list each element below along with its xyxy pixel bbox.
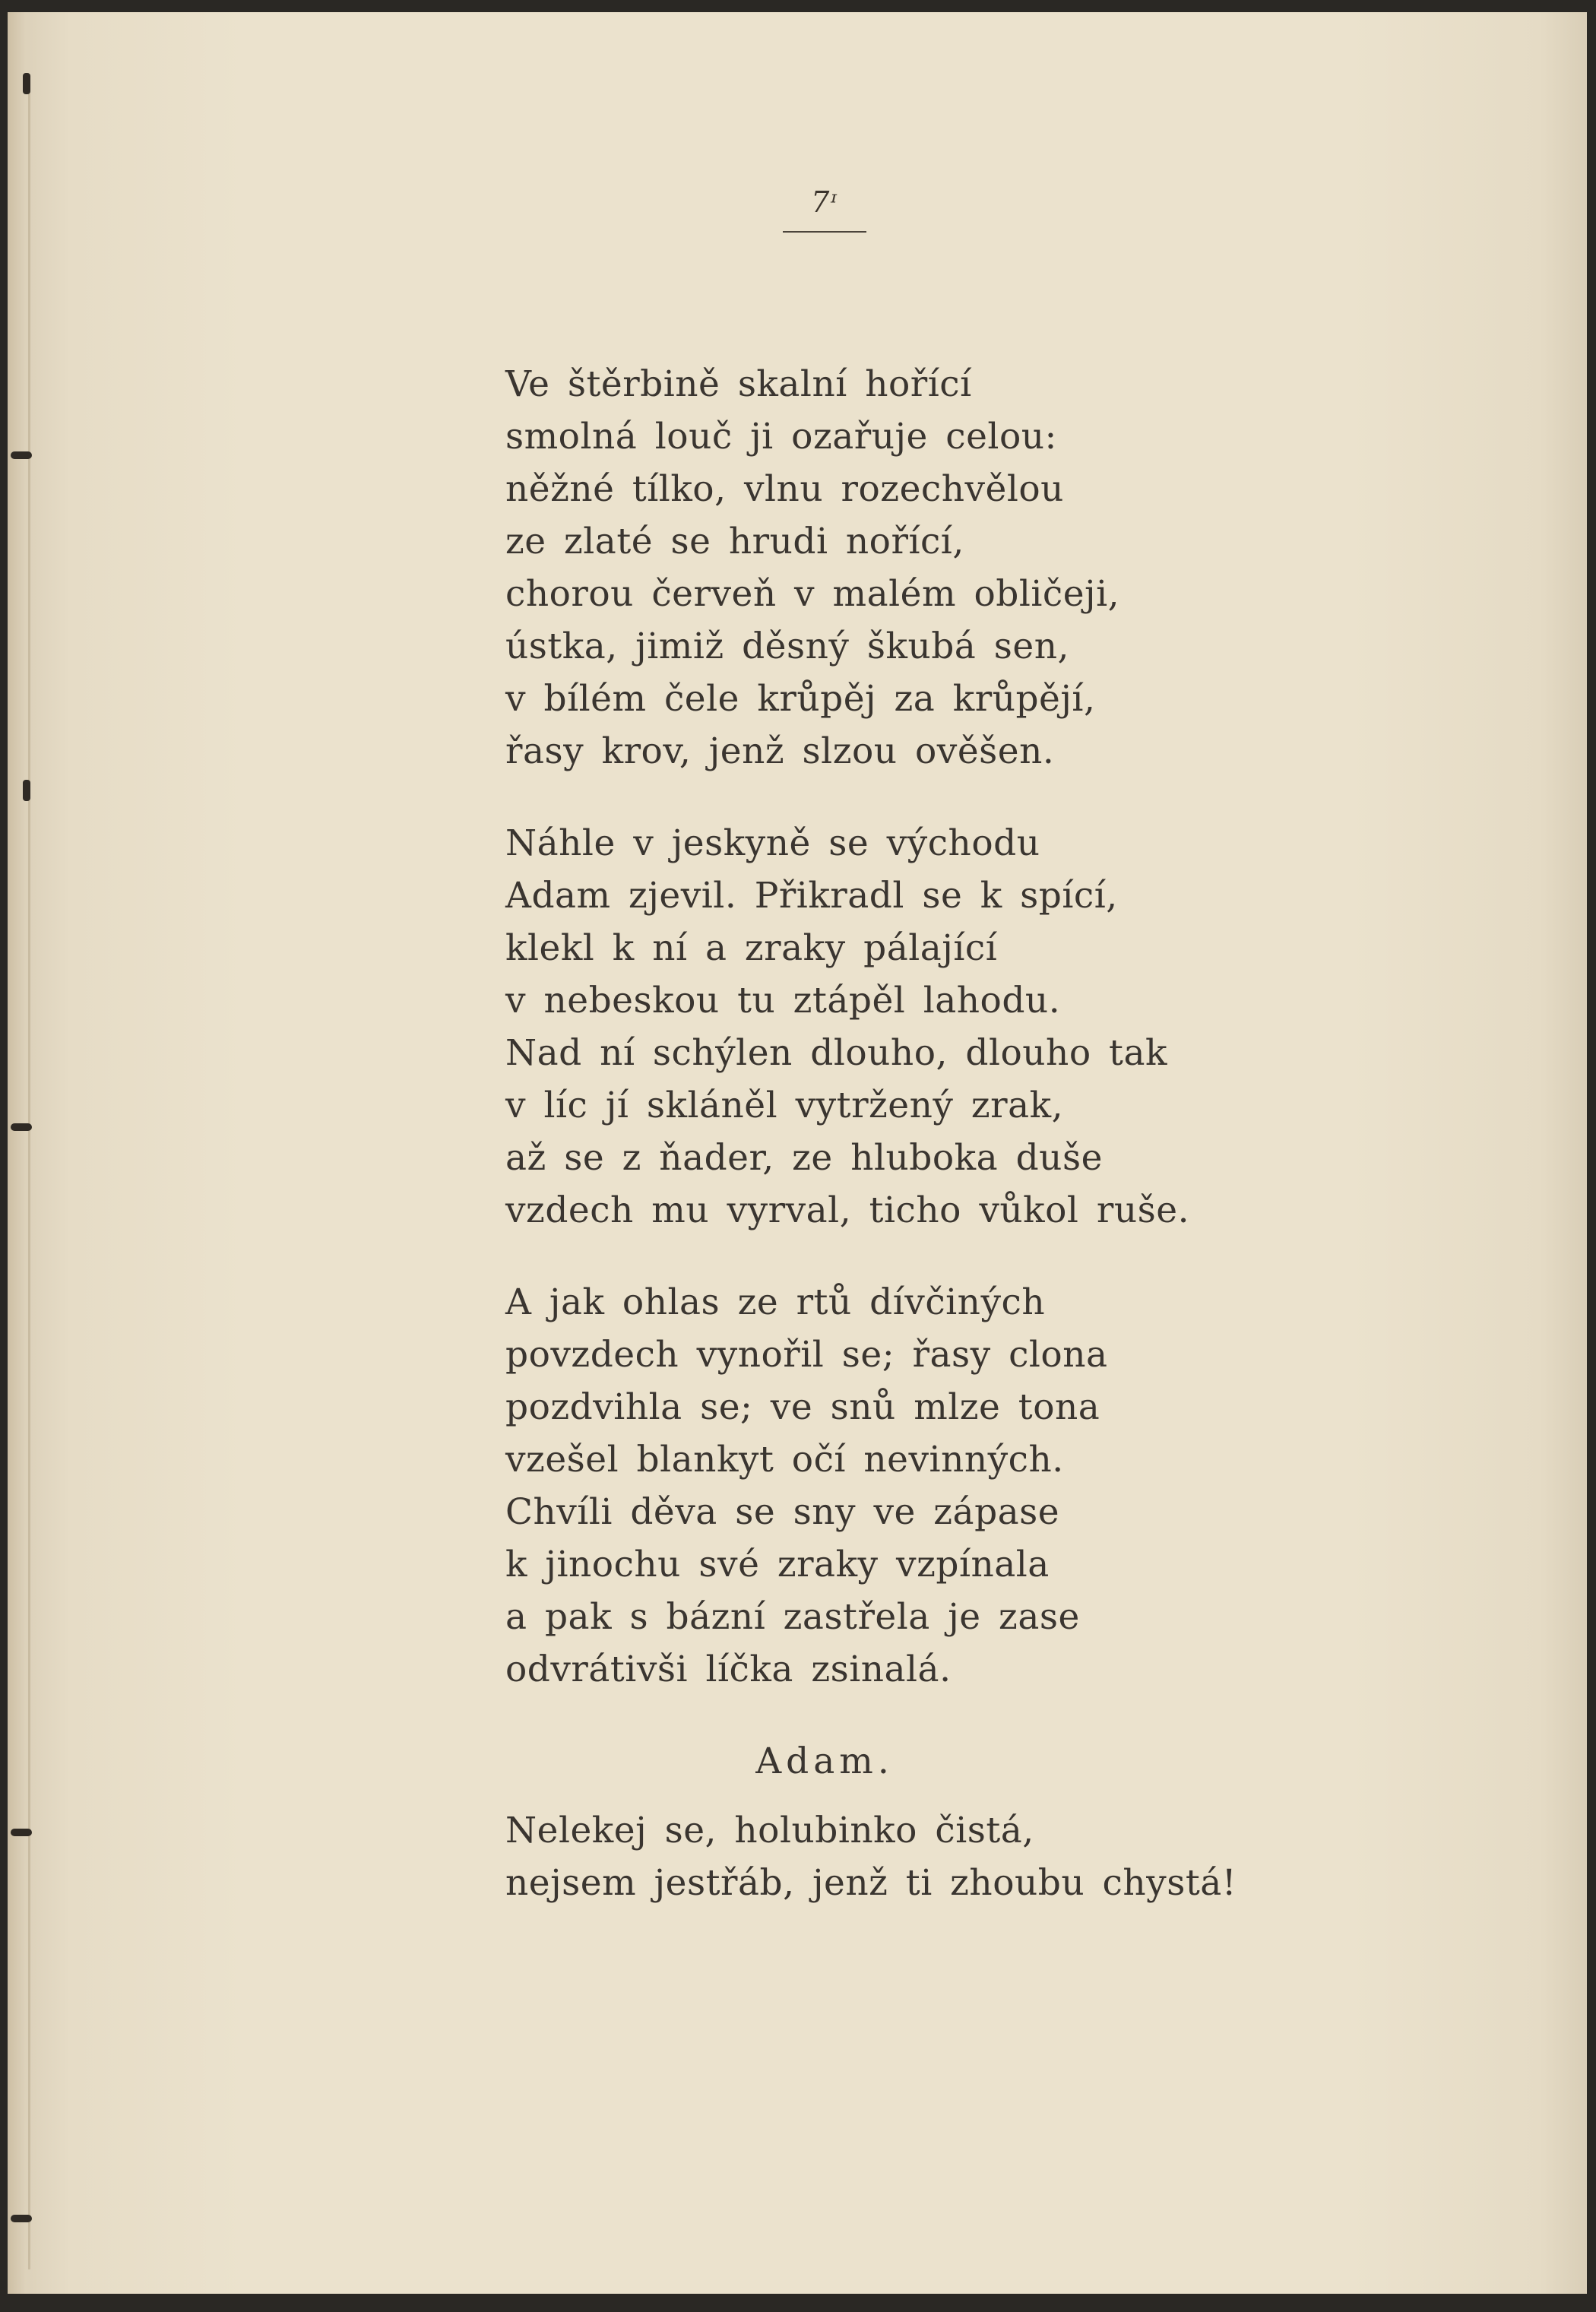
- verse-line: nejsem jestřáb, jenž ti zhoubu chystá!: [505, 1862, 1237, 1904]
- verse-line: Náhle v jeskyně se východu: [505, 822, 1040, 864]
- binding-thread-mark-icon: [11, 1123, 32, 1131]
- verse-line: ústka, jimiž děsný škubá sen,: [505, 626, 1069, 667]
- verse-line: v bílém čele krůpěj za krůpějí,: [505, 678, 1096, 720]
- binding-thread-mark-icon: [11, 451, 32, 459]
- binding-thread-mark-icon: [11, 2215, 32, 2222]
- verse-line: Chvíli děva se sny ve zápase: [505, 1491, 1060, 1533]
- verse-line: řasy krov, jenž slzou ověšen.: [505, 730, 1055, 772]
- verse-line: až se z ňader, ze hluboka duše: [505, 1137, 1103, 1179]
- stanza-2: [505, 817, 1265, 1237]
- book-page: [8, 12, 1587, 2294]
- verse-line: Ve štěrbině skalní hořící: [505, 363, 972, 405]
- verse-line: smolná louč ji ozařuje celou:: [505, 416, 1057, 458]
- poem-text: [505, 358, 1265, 1949]
- verse-line: povzdech vynořil se; řasy clona: [505, 1334, 1108, 1376]
- verse-line: ze zlaté se hrudi nořící,: [505, 521, 964, 562]
- verse-line: v líc jí skláněl vytržený zrak,: [505, 1085, 1064, 1126]
- verse-line: něžné tílko, vlnu rozechvělou: [505, 468, 1064, 510]
- binding-thread-mark-icon: [23, 780, 30, 801]
- page-number: 7ᶦ: [811, 185, 838, 219]
- verse-line: vzdech mu vyrval, ticho vůkol ruše.: [505, 1189, 1190, 1231]
- verse-line: pozdvihla se; ve snů mlze tona: [505, 1386, 1100, 1428]
- binding-thread-mark-icon: [23, 73, 30, 94]
- stanza-3: [505, 1276, 1265, 1696]
- verse-line: A jak ohlas ze rtů dívčiných: [505, 1281, 1046, 1323]
- verse-line: odvrátivši líčka zsinalá.: [505, 1648, 952, 1690]
- verse-line: vzešel blankyt očí nevinných.: [505, 1439, 1064, 1481]
- final-stanza: [505, 1804, 1265, 1909]
- verse-line: klekl k ní a zraky pálající: [505, 927, 998, 969]
- verse-line: Nelekej se, holubinko čistá,: [505, 1810, 1034, 1851]
- binding-gutter-line: [28, 81, 30, 2269]
- verse-line: chorou červeň v malém obličeji,: [505, 573, 1120, 615]
- verse-line: Nad ní schýlen dlouho, dlouho tak: [505, 1032, 1167, 1074]
- binding-edge: [8, 12, 38, 2294]
- verse-line: k jinochu své zraky vzpínala: [505, 1544, 1050, 1585]
- verse-line: v nebeskou tu ztápěl lahodu.: [505, 980, 1061, 1021]
- stanza-1: [505, 358, 1265, 778]
- verse-line: a pak s bázní zastřela je zase: [505, 1596, 1080, 1638]
- page-number-underline: [783, 231, 866, 233]
- verse-line: Adam zjevil. Přikradl se k spící,: [505, 875, 1118, 917]
- speaker-name: Adam.: [755, 1740, 894, 1782]
- binding-thread-mark-icon: [11, 1829, 32, 1836]
